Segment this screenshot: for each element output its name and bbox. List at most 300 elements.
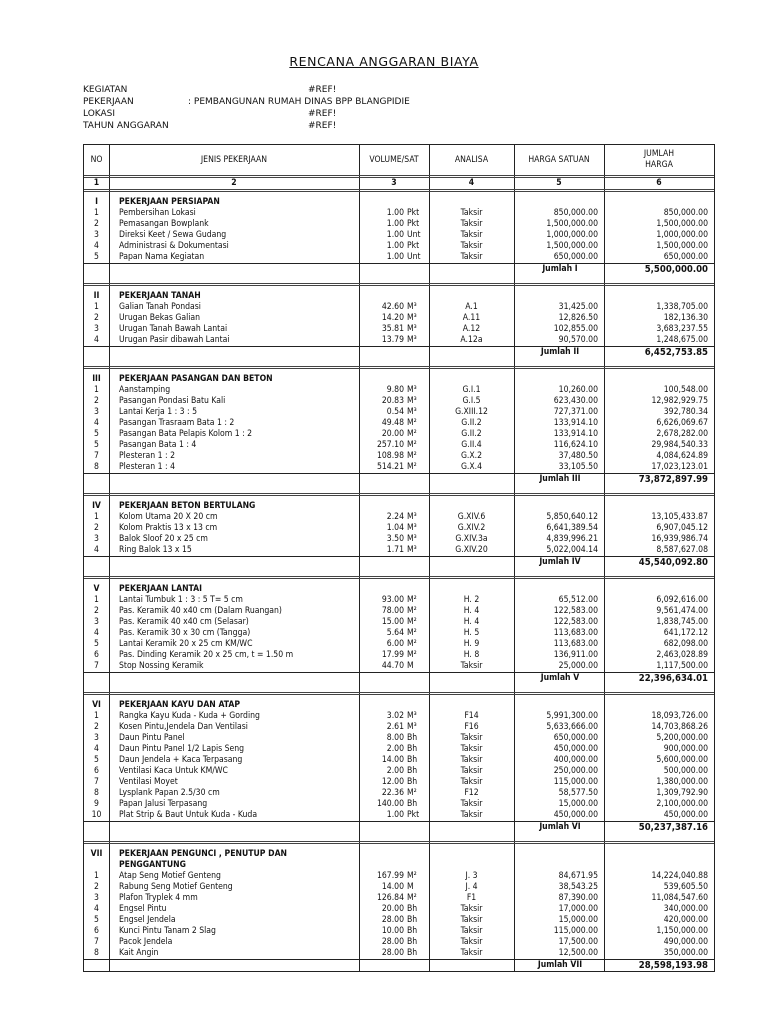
section — [84, 695, 714, 844]
item-volume: 2.00 — [386, 744, 404, 754]
item-name: Rangka Kayu Kuda - Kuda + Gording — [119, 711, 260, 721]
item-number: 3 — [94, 407, 99, 417]
item-name: Kosen Pintu,Jendela Dan Ventilasi — [119, 722, 248, 732]
item-analisa: Taksir — [460, 926, 483, 936]
item-number: 5 — [94, 429, 99, 439]
item-name: Urugan Bekas Galian — [119, 313, 201, 323]
item-number: 4 — [94, 418, 99, 428]
meta-label: KEGIATAN — [83, 85, 128, 95]
item-number: 4 — [94, 545, 99, 555]
item-volume: 49.48 — [381, 418, 404, 428]
item-volume: 20.00 — [381, 904, 404, 914]
column-number-row — [84, 178, 714, 192]
table-row — [84, 335, 714, 346]
item-unit: M³ — [407, 523, 417, 533]
item-harga-satuan: 10,260.00 — [558, 385, 598, 395]
header-volume: VOLUME/SAT — [369, 154, 419, 165]
item-number: 1 — [94, 385, 99, 395]
item-name: Papan Jalusi Terpasang — [119, 799, 208, 809]
item-volume: 1.00 — [386, 219, 404, 229]
item-number: 3 — [94, 534, 99, 544]
item-number: 3 — [94, 230, 99, 240]
table-row — [84, 744, 714, 755]
section-title: PEKERJAAN KAYU DAN ATAP — [119, 700, 241, 710]
item-jumlah-harga: 6,092,616.00 — [656, 595, 708, 605]
sections — [84, 192, 714, 971]
item-name: Ring Balok 13 x 15 — [119, 545, 192, 555]
item-name: Plesteran 1 : 2 — [119, 451, 176, 461]
section — [84, 286, 714, 369]
item-unit: Pkt — [407, 810, 420, 820]
item-number: 1 — [94, 595, 99, 605]
item-analisa: G.II.2 — [461, 429, 482, 439]
item-volume: 22.36 — [381, 788, 404, 798]
item-analisa: G.XIV.3a — [455, 534, 488, 544]
item-unit: M² — [407, 429, 417, 439]
table-row — [84, 766, 714, 777]
item-volume: 35.81 — [381, 324, 404, 334]
section-separator — [84, 485, 714, 496]
table-row — [84, 661, 714, 672]
item-analisa: F1 — [466, 893, 477, 903]
item-jumlah-harga: 420,000.00 — [663, 915, 708, 925]
table-row — [84, 252, 714, 263]
table-row — [84, 313, 714, 324]
item-jumlah-harga: 6,626,069.67 — [656, 418, 708, 428]
item-jumlah-harga: 1,150,000.00 — [656, 926, 708, 936]
item-number: 1 — [94, 512, 99, 522]
item-analisa: G.X.2 — [460, 451, 483, 461]
table-row — [84, 650, 714, 661]
item-harga-satuan: 12,826.50 — [558, 313, 598, 323]
table-row — [84, 512, 714, 523]
item-volume: 13.79 — [381, 335, 404, 345]
section-number: III — [92, 374, 101, 384]
item-number: 1 — [94, 871, 99, 881]
item-jumlah-harga: 490,000.00 — [663, 937, 708, 947]
table-row — [84, 385, 714, 396]
meta-value: #REF! — [308, 121, 337, 131]
table-header — [84, 145, 714, 178]
table-row — [84, 418, 714, 429]
item-unit: Bh — [407, 948, 418, 958]
item-jumlah-harga: 2,463,028.89 — [656, 650, 708, 660]
table-row — [84, 711, 714, 722]
section-title: PEKERJAAN PASANGAN DAN BETON — [119, 374, 273, 384]
item-jumlah-harga: 5,200,000.00 — [656, 733, 708, 743]
item-unit: M³ — [407, 396, 417, 406]
item-name: Pas. Keramik 40 x40 cm (Dalam Ruangan) — [119, 606, 282, 616]
item-harga-satuan: 90,570.00 — [558, 335, 598, 345]
item-name: Plesteran 1 : 4 — [119, 462, 176, 472]
table-row — [84, 722, 714, 733]
item-volume: 1.00 — [386, 208, 404, 218]
item-harga-satuan: 115,000.00 — [553, 777, 598, 787]
item-number: 1 — [94, 208, 99, 218]
item-jumlah-harga: 18,093,726.00 — [651, 711, 708, 721]
header-harga-satuan: HARGA SATUAN — [528, 154, 590, 165]
item-analisa: Taksir — [460, 230, 483, 240]
item-number: 3 — [94, 617, 99, 627]
item-jumlah-harga: 29,984,540.33 — [651, 440, 708, 450]
item-unit: Bh — [407, 755, 418, 765]
item-jumlah-harga: 9,561,474.00 — [656, 606, 708, 616]
item-number: 6 — [94, 926, 99, 936]
item-volume: 1.00 — [386, 252, 404, 262]
item-harga-satuan: 5,633,666.00 — [546, 722, 598, 732]
item-volume: 2.24 — [386, 512, 404, 522]
item-jumlah-harga: 2,678,282.00 — [656, 429, 708, 439]
item-name: Pasangan Bata 1 : 4 — [119, 440, 197, 450]
section-total-value: 50,237,387.16 — [638, 822, 708, 833]
item-number: 2 — [94, 219, 99, 229]
item-number: 2 — [94, 606, 99, 616]
section-total-label: Jumlah III — [514, 474, 605, 485]
item-number: 2 — [94, 722, 99, 732]
item-number: 1 — [94, 302, 99, 312]
item-harga-satuan: 4,839,996.21 — [546, 534, 598, 544]
section-title: PEKERJAAN BETON BERTULANG — [119, 501, 256, 511]
item-analisa: G.XIII.12 — [455, 407, 488, 417]
item-harga-satuan: 12,500.00 — [558, 948, 598, 958]
item-jumlah-harga: 4,084,624.89 — [656, 451, 708, 461]
item-jumlah-harga: 850,000.00 — [663, 208, 708, 218]
item-analisa: Taksir — [460, 915, 483, 925]
section — [84, 369, 714, 496]
table-row — [84, 628, 714, 639]
item-volume: 93.00 — [381, 595, 404, 605]
item-name: Kait Angin — [119, 948, 159, 958]
item-jumlah-harga: 539,605.50 — [663, 882, 708, 892]
item-harga-satuan: 136,911.00 — [553, 650, 598, 660]
item-analisa: H. 8 — [463, 650, 480, 660]
item-harga-satuan: 65,512.00 — [558, 595, 598, 605]
section-total-row — [84, 672, 714, 684]
section-title-row — [84, 700, 714, 711]
section-total-label: Jumlah II — [514, 347, 605, 358]
item-unit: M³ — [407, 711, 417, 721]
item-volume: 126.84 — [376, 893, 404, 903]
item-volume: 3.02 — [386, 711, 404, 721]
table-row — [84, 451, 714, 462]
item-number: 10 — [91, 810, 102, 820]
item-analisa: H. 5 — [463, 628, 480, 638]
item-volume: 257.10 — [376, 440, 404, 450]
item-harga-satuan: 1,500,000.00 — [546, 219, 598, 229]
section-total-value: 45,540,092.80 — [638, 557, 708, 568]
item-analisa: Taksir — [460, 777, 483, 787]
item-harga-satuan: 113,683.00 — [553, 628, 598, 638]
item-volume: 28.00 — [381, 915, 404, 925]
item-harga-satuan: 1,000,000.00 — [546, 230, 598, 240]
header-jenis-pekerjaan: JENIS PEKERJAAN — [200, 154, 268, 165]
item-unit: Bh — [407, 926, 418, 936]
item-name: Balok Sloof 20 x 25 cm — [119, 534, 208, 544]
item-name: Lantai Keramik 20 x 25 cm KM/WC — [119, 639, 253, 649]
item-jumlah-harga: 682,098.00 — [663, 639, 708, 649]
item-volume: 1.00 — [386, 810, 404, 820]
item-number: 2 — [94, 882, 99, 892]
section-title-row — [84, 849, 714, 871]
item-analisa: G.XIV.6 — [457, 512, 486, 522]
item-volume: 1.00 — [386, 241, 404, 251]
item-volume: 10.00 — [381, 926, 404, 936]
item-harga-satuan: 116,624.10 — [553, 440, 598, 450]
item-volume: 20.00 — [381, 429, 404, 439]
item-jumlah-harga: 2,100,000.00 — [656, 799, 708, 809]
section-total-row — [84, 821, 714, 833]
item-unit: Unt — [407, 252, 421, 262]
item-name: Direksi Keet / Sewa Gudang — [119, 230, 227, 240]
item-analisa: G.XIV.2 — [457, 523, 486, 533]
item-analisa: Taksir — [460, 799, 483, 809]
section — [84, 192, 714, 286]
section-title-row — [84, 374, 714, 385]
item-harga-satuan: 25,000.00 — [558, 661, 598, 671]
item-jumlah-harga: 8,587,627.08 — [656, 545, 708, 555]
item-volume: 1.71 — [386, 545, 404, 555]
item-number: 4 — [94, 744, 99, 754]
item-number: 2 — [94, 396, 99, 406]
item-harga-satuan: 727,371.00 — [553, 407, 598, 417]
meta-value: : PEMBANGUNAN RUMAH DINAS BPP BLANGPIDIE — [188, 97, 410, 107]
item-name: Pas. Keramik 40 x40 cm (Selasar) — [119, 617, 249, 627]
item-name: Galian Tanah Pondasi — [119, 302, 201, 312]
section — [84, 844, 714, 971]
table-row — [84, 241, 714, 252]
item-analisa: H. 2 — [463, 595, 480, 605]
item-analisa: F12 — [464, 788, 479, 798]
item-unit: M² — [407, 451, 417, 461]
section-total-value: 73,872,897.99 — [638, 474, 708, 485]
item-name: Kolom Utama 20 X 20 cm — [119, 512, 218, 522]
item-number: 8 — [94, 948, 99, 958]
section-title-row — [84, 197, 714, 208]
section-title: PEKERJAAN PENGUNCI , PENUTUP DAN PENGGANTUNG — [119, 849, 288, 870]
column-number: 6 — [656, 178, 662, 188]
section-title-row — [84, 501, 714, 512]
item-name: Pemasangan Bowplank — [119, 219, 209, 229]
item-analisa: A.11 — [462, 313, 481, 323]
item-volume: 3.50 — [386, 534, 404, 544]
item-number: 5 — [94, 755, 99, 765]
item-jumlah-harga: 340,000.00 — [663, 904, 708, 914]
item-number: 3 — [94, 893, 99, 903]
table-row — [84, 915, 714, 926]
section-total-label: Jumlah VII — [514, 960, 605, 971]
item-analisa: F14 — [464, 711, 479, 721]
item-volume: 9.80 — [386, 385, 404, 395]
item-name: Kolom Praktis 13 x 13 cm — [119, 523, 218, 533]
item-jumlah-harga: 14,703,868.26 — [651, 722, 708, 732]
item-harga-satuan: 17,000.00 — [558, 904, 598, 914]
item-name: Daun Pintu Panel — [119, 733, 185, 743]
item-analisa: Taksir — [460, 904, 483, 914]
item-number: 7 — [94, 777, 99, 787]
item-jumlah-harga: 650,000.00 — [663, 252, 708, 262]
table-row — [84, 810, 714, 821]
item-jumlah-harga: 1,000,000.00 — [656, 230, 708, 240]
section-total-row — [84, 263, 714, 275]
item-number: 7 — [94, 937, 99, 947]
header-jumlah-harga: JUMLAH HARGA — [643, 149, 675, 170]
item-harga-satuan: 1,500,000.00 — [546, 241, 598, 251]
item-unit: Pkt — [407, 208, 420, 218]
item-jumlah-harga: 5,600,000.00 — [656, 755, 708, 765]
header-no: NO — [90, 154, 103, 165]
item-harga-satuan: 650,000.00 — [553, 733, 598, 743]
section-total-label: Jumlah VI — [514, 822, 605, 833]
item-number: 5 — [94, 252, 99, 262]
item-number: 6 — [94, 766, 99, 776]
item-analisa: Taksir — [460, 948, 483, 958]
item-volume: 2.61 — [386, 722, 404, 732]
section-separator — [84, 275, 714, 286]
item-harga-satuan: 31,425.00 — [558, 302, 598, 312]
item-analisa: Taksir — [460, 241, 483, 251]
table-row — [84, 324, 714, 335]
item-name: Urugan Pasir dibawah Lantai — [119, 335, 230, 345]
item-volume: 14.00 — [381, 755, 404, 765]
item-harga-satuan: 450,000.00 — [553, 810, 598, 820]
item-jumlah-harga: 12,982,929.75 — [651, 396, 708, 406]
item-volume: 8.00 — [386, 733, 404, 743]
section-total-value: 28,598,193.98 — [638, 960, 708, 971]
meta-label: LOKASI — [83, 109, 116, 119]
table-row — [84, 230, 714, 241]
item-unit: M³ — [407, 302, 417, 312]
table-row — [84, 302, 714, 313]
table-row — [84, 788, 714, 799]
item-volume: 14.00 — [381, 882, 404, 892]
section-number: I — [95, 197, 98, 207]
section-number: IV — [92, 501, 101, 511]
item-jumlah-harga: 17,023,123.01 — [651, 462, 708, 472]
item-jumlah-harga: 182,136.30 — [663, 313, 708, 323]
item-harga-satuan: 400,000.00 — [553, 755, 598, 765]
item-analisa: F16 — [464, 722, 479, 732]
table-row — [84, 523, 714, 534]
section-title: PEKERJAAN TANAH — [119, 291, 201, 301]
item-name: Kunci Pintu Tanam 2 Slag — [119, 926, 216, 936]
item-volume: 12.00 — [381, 777, 404, 787]
item-unit: M² — [407, 650, 417, 660]
table-row — [84, 755, 714, 766]
item-analisa: G.XIV.20 — [455, 545, 488, 555]
item-number: 8 — [94, 462, 99, 472]
table-row — [84, 926, 714, 937]
section-total-value: 22,396,634.01 — [638, 673, 708, 684]
item-jumlah-harga: 11,084,547.60 — [651, 893, 708, 903]
section-number: V — [93, 584, 100, 594]
section-title-row — [84, 291, 714, 302]
item-harga-satuan: 33,105.50 — [558, 462, 598, 472]
item-harga-satuan: 450,000.00 — [553, 744, 598, 754]
item-number: 4 — [94, 628, 99, 638]
item-volume: 28.00 — [381, 948, 404, 958]
item-harga-satuan: 115,000.00 — [553, 926, 598, 936]
table-row — [84, 937, 714, 948]
item-analisa: A.12 — [462, 324, 481, 334]
table-row — [84, 606, 714, 617]
item-unit: M² — [407, 617, 417, 627]
item-analisa: Taksir — [460, 208, 483, 218]
item-volume: 6.00 — [386, 639, 404, 649]
item-harga-satuan: 6,641,389.54 — [546, 523, 598, 533]
item-unit: Bh — [407, 937, 418, 947]
item-analisa: Taksir — [460, 733, 483, 743]
item-jumlah-harga: 1,338,705.00 — [656, 302, 708, 312]
item-volume: 15.00 — [381, 617, 404, 627]
item-volume: 514.21 — [376, 462, 404, 472]
item-harga-satuan: 84,671.95 — [558, 871, 598, 881]
item-name: Daun Jendela + Kaca Terpasang — [119, 755, 243, 765]
table-row — [84, 893, 714, 904]
section-total-label: Jumlah V — [514, 673, 605, 684]
item-unit: Bh — [407, 915, 418, 925]
item-unit: M — [407, 882, 414, 892]
section-total-value: 5,500,000.00 — [644, 264, 708, 275]
section-number: II — [93, 291, 100, 301]
section-title-row — [84, 584, 714, 595]
item-number: 1 — [94, 711, 99, 721]
table-row — [84, 429, 714, 440]
column-number: 2 — [231, 178, 237, 188]
table-row — [84, 617, 714, 628]
table-row — [84, 777, 714, 788]
item-name: Pembersihan Lokasi — [119, 208, 196, 218]
item-unit: M² — [407, 595, 417, 605]
item-unit: M² — [407, 462, 417, 472]
item-name: Pas. Keramik 30 x 30 cm (Tangga) — [119, 628, 251, 638]
item-volume: 14.20 — [381, 313, 404, 323]
table-row — [84, 733, 714, 744]
item-name: Engsel Pintu — [119, 904, 167, 914]
item-analisa: G.II.2 — [461, 418, 482, 428]
item-analisa: Taksir — [460, 810, 483, 820]
item-analisa: G.I.1 — [462, 385, 481, 395]
item-analisa: H. 4 — [463, 606, 480, 616]
item-harga-satuan: 5,022,004.14 — [546, 545, 598, 555]
item-jumlah-harga: 1,380,000.00 — [656, 777, 708, 787]
item-unit: Bh — [407, 766, 418, 776]
item-number: 2 — [94, 313, 99, 323]
table-row — [84, 396, 714, 407]
item-unit: M² — [407, 418, 417, 428]
item-name: Engsel Jendela — [119, 915, 176, 925]
item-harga-satuan: 58,577.50 — [558, 788, 598, 798]
section-separator — [84, 833, 714, 844]
item-jumlah-harga: 1,838,745.00 — [656, 617, 708, 627]
item-jumlah-harga: 1,500,000.00 — [656, 241, 708, 251]
item-number: 4 — [94, 904, 99, 914]
item-harga-satuan: 15,000.00 — [558, 799, 598, 809]
item-harga-satuan: 122,583.00 — [553, 617, 598, 627]
section-number: VI — [92, 700, 101, 710]
item-unit: M² — [407, 893, 417, 903]
item-name: Administrasi & Dokumentasi — [119, 241, 229, 251]
item-unit: Unt — [407, 230, 421, 240]
item-harga-satuan: 37,480.50 — [558, 451, 598, 461]
item-volume: 17.99 — [381, 650, 404, 660]
header-analisa: ANALISA — [454, 154, 489, 165]
item-harga-satuan: 623,430.00 — [553, 396, 598, 406]
item-jumlah-harga: 392,780.34 — [663, 407, 708, 417]
item-number: 3 — [94, 324, 99, 334]
item-unit: Bh — [407, 904, 418, 914]
item-number: 2 — [94, 523, 99, 533]
section-separator — [84, 358, 714, 369]
